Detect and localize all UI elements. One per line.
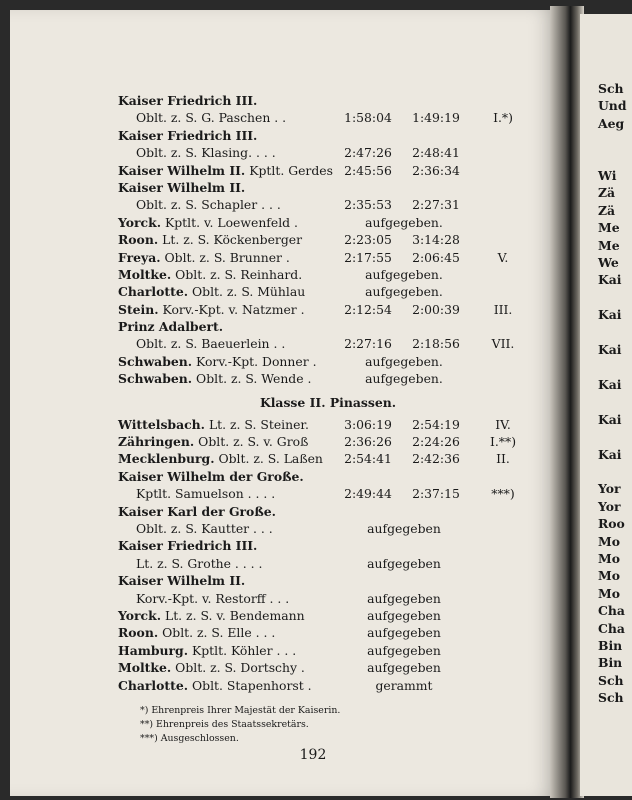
skipper-name: Korv.-Kpt. v. Restorff . . . — [136, 590, 290, 606]
entry-label — [118, 660, 305, 675]
entry-label — [118, 250, 290, 265]
right-page-line: Mo — [598, 550, 620, 566]
result-row — [118, 624, 538, 641]
entry-label — [118, 608, 305, 623]
skipper-name: Kptlt. Gerdes — [249, 162, 333, 178]
status-text: aufgegeben — [367, 520, 441, 536]
ship-name: Kaiser Wilhelm II. — [118, 573, 246, 589]
skipper-name: Oblt. z. S. v. Groß — [198, 434, 309, 450]
right-page-line: Kai — [598, 307, 622, 323]
prize-rank: V. — [497, 249, 509, 265]
result-row — [118, 127, 538, 144]
skipper-name: Oblt. z. S. Baeuerlein . . — [136, 336, 286, 352]
result-row — [118, 659, 538, 676]
right-page-line: Sch — [598, 672, 624, 688]
result-row — [118, 335, 538, 352]
entry-label — [118, 145, 276, 160]
ship-name: Kaiser Wilhelm der Große. — [118, 468, 304, 484]
ship-name: Moltke. — [118, 266, 172, 282]
left-page — [10, 10, 558, 796]
elapsed-time: 3:06:19 — [344, 416, 392, 432]
ship-name: Yorck. — [118, 607, 162, 623]
entry-label — [118, 163, 333, 178]
skipper-name: Oblt. z. S. Dortschy . — [175, 660, 305, 676]
result-row — [118, 353, 538, 370]
skipper-name: Korv.-Kpt. v. Natzmer . — [162, 301, 305, 317]
skipper-name: Oblt. z. S. G. Paschen . . — [136, 110, 287, 126]
skipper-name: Oblt. z. S. Klasing. . . . — [136, 145, 276, 161]
skipper-name: Oblt. z. S. Reinhard. — [175, 266, 303, 282]
entry-label — [118, 267, 302, 282]
right-page-line: Cha — [598, 620, 625, 636]
elapsed-time: 2:27:16 — [344, 336, 392, 352]
right-page-line: Kai — [598, 342, 622, 358]
entry-label — [118, 319, 223, 334]
right-page-line — [580, 289, 626, 306]
elapsed-time: 2:49:44 — [344, 486, 392, 502]
race-results — [118, 92, 538, 694]
skipper-name: Lt. z. S. Steiner. — [208, 416, 309, 432]
corrected-time: 2:54:19 — [412, 416, 460, 432]
entry-label — [118, 625, 275, 640]
entry-label — [118, 302, 305, 317]
entry-label — [118, 591, 289, 606]
ship-name: Roon. — [118, 625, 159, 641]
entry-label — [118, 521, 273, 536]
entry-label — [118, 504, 276, 519]
status-text: aufgegeben — [367, 660, 441, 676]
result-row — [118, 318, 538, 335]
footnote: **) Ehrenpreis des Staatssekretärs. — [140, 719, 309, 730]
result-row — [118, 572, 538, 589]
class-heading: Klasse II. Pinassen. — [259, 394, 397, 410]
result-row — [118, 433, 538, 450]
corrected-time: 2:24:26 — [412, 434, 460, 450]
ship-name: Freya. — [118, 249, 161, 265]
skipper-name: Oblt. Stapenhorst . — [192, 677, 312, 693]
result-row — [118, 144, 538, 161]
right-page-line: Me — [598, 220, 620, 236]
right-page-line: Aeg — [598, 115, 625, 131]
elapsed-time: 2:54:41 — [344, 451, 392, 467]
result-row — [118, 92, 538, 109]
corrected-time: 2:48:41 — [412, 145, 460, 161]
right-page-line: Zä — [598, 202, 616, 218]
prize-rank: VII. — [491, 336, 515, 352]
corrected-time: 2:42:36 — [412, 451, 460, 467]
right-page-line: We — [598, 255, 619, 271]
skipper-name: Kptlt. Samuelson . . . . — [136, 486, 276, 502]
result-row — [118, 266, 538, 283]
right-page-line: Me — [598, 237, 620, 253]
status-text: aufgegeben — [367, 642, 441, 658]
ship-name: Kaiser Friedrich III. — [118, 538, 258, 554]
result-row — [118, 520, 538, 537]
ship-name: Yorck. — [118, 214, 162, 230]
entry-label — [118, 469, 304, 484]
skipper-name: Oblt. z. S. Wende . — [196, 371, 312, 387]
result-row — [118, 642, 538, 659]
skipper-name: Lt. z. S. Köckenberger — [162, 232, 303, 248]
entry-label — [118, 556, 263, 571]
right-page-line — [580, 393, 626, 410]
right-page-line: Yor — [598, 481, 621, 497]
right-page-line: Zä — [598, 185, 616, 201]
result-row — [118, 370, 538, 387]
entry-label — [118, 284, 305, 299]
corrected-time: 2:06:45 — [412, 249, 460, 265]
right-page-line: Sch — [598, 81, 624, 96]
right-page-line — [580, 428, 626, 445]
right-page-line — [580, 324, 626, 341]
skipper-name: Lt. z. S. v. Bendemann — [164, 607, 305, 623]
entry-label — [118, 110, 286, 125]
elapsed-time: 2:23:05 — [344, 232, 392, 248]
right-page-line: Kai — [598, 376, 622, 392]
prize-rank: III. — [493, 301, 513, 317]
right-page-line: Wi — [598, 168, 617, 184]
elapsed-time: 2:12:54 — [344, 301, 392, 317]
status-text: aufgegeben — [367, 625, 441, 641]
entry-label — [118, 417, 309, 432]
right-page-line: Kai — [598, 411, 622, 427]
entry-label — [118, 573, 245, 588]
ship-name: Kaiser Karl der Große. — [118, 503, 276, 519]
entry-label — [118, 538, 257, 553]
ship-name: Hamburg. — [118, 642, 189, 658]
ship-name: Schwaben. — [118, 371, 193, 387]
skipper-name: Kptlt. Köhler . . . — [191, 642, 297, 658]
result-row — [118, 109, 538, 126]
entry-label — [118, 93, 257, 108]
status-text: aufgegeben — [367, 555, 441, 571]
entry-label — [118, 434, 308, 449]
status-text: aufgegeben. — [365, 353, 443, 369]
ship-name: Kaiser Friedrich III. — [118, 127, 258, 143]
status-text: aufgegeben — [367, 590, 441, 606]
ship-name: Kaiser Wilhelm II. — [118, 162, 246, 178]
result-row — [118, 231, 538, 248]
right-page — [580, 14, 632, 796]
right-page-line: Mo — [598, 533, 620, 549]
entry-label — [118, 128, 257, 143]
corrected-time: 3:14:28 — [412, 232, 460, 248]
corrected-time: 2:00:39 — [412, 301, 460, 317]
result-row — [118, 485, 538, 502]
status-text: aufgegeben. — [365, 266, 443, 282]
right-page-line: Bin — [598, 638, 623, 653]
skipper-name: Oblt. z. S. Kautter . . . — [136, 520, 273, 536]
status-text: aufgegeben. — [365, 214, 443, 230]
entry-label — [118, 486, 275, 501]
ship-name: Charlotte. — [118, 284, 189, 300]
result-row — [118, 555, 538, 572]
right-page-line: Kai — [598, 446, 622, 462]
skipper-name: Korv.-Kpt. Donner . — [196, 353, 317, 369]
entry-label — [118, 232, 302, 247]
footnote: ***) Ausgeschlossen. — [140, 733, 239, 744]
skipper-name: Oblt. z. S. Schapler . . . — [136, 197, 281, 213]
entry-label — [118, 180, 245, 195]
right-page-line — [580, 463, 626, 480]
result-row — [118, 537, 538, 554]
result-row — [118, 214, 538, 231]
skipper-name: Kptlt. v. Loewenfeld . — [164, 214, 298, 230]
ship-name: Kaiser Friedrich III. — [118, 93, 258, 108]
entry-label — [118, 451, 323, 466]
right-page-line: Cha — [598, 603, 625, 619]
footnotes — [140, 704, 520, 746]
ship-name: Schwaben. — [118, 353, 193, 369]
book-gutter — [550, 6, 584, 798]
result-row — [118, 249, 538, 266]
right-page-line: Yor — [598, 498, 621, 514]
skipper-name: Lt. z. S. Grothe . . . . — [136, 555, 263, 571]
result-row — [118, 468, 538, 485]
elapsed-time: 1:58:04 — [344, 110, 392, 126]
status-text: aufgegeben — [367, 607, 441, 623]
prize-rank: ***) — [491, 486, 515, 502]
entry-label — [118, 678, 312, 693]
result-row — [118, 416, 538, 433]
entry-label — [118, 215, 298, 230]
result-row — [118, 179, 538, 196]
skipper-name: Oblt. z. S. Elle . . . — [162, 625, 276, 641]
prize-rank: II. — [496, 451, 510, 467]
ship-name: Stein. — [118, 301, 159, 317]
result-row — [118, 283, 538, 300]
result-row — [118, 301, 538, 318]
right-page-line: Mo — [598, 568, 620, 584]
corrected-time: 2:18:56 — [412, 336, 460, 352]
elapsed-time: 2:35:53 — [344, 197, 392, 213]
result-row — [118, 162, 538, 179]
ship-name: Roon. — [118, 232, 159, 248]
ship-name: Prinz Adalbert. — [118, 319, 224, 335]
result-row — [118, 196, 538, 213]
right-page-line — [580, 359, 626, 376]
ship-name: Wittelsbach. — [118, 416, 205, 432]
entry-label — [118, 336, 285, 351]
prize-rank: IV. — [495, 416, 511, 432]
corrected-time: 1:49:19 — [412, 110, 460, 126]
skipper-name: Oblt. z. S. Laßen — [218, 451, 323, 467]
status-text: aufgegeben. — [365, 284, 443, 300]
right-page-line: Und — [598, 98, 627, 114]
corrected-time: 2:37:15 — [412, 486, 460, 502]
elapsed-time: 2:36:26 — [344, 434, 392, 450]
prize-rank: I.*) — [493, 110, 513, 126]
status-text: aufgegeben. — [365, 371, 443, 387]
footnote: *) Ehrenpreis Ihrer Majestät der Kaiserin. — [140, 705, 341, 716]
right-page-line: Kai — [598, 272, 622, 288]
entry-label — [118, 643, 296, 658]
ship-name: Moltke. — [118, 660, 172, 676]
entry-label — [118, 354, 317, 369]
right-page-line — [580, 150, 626, 167]
corrected-time: 2:36:34 — [412, 162, 460, 178]
right-page-line: Mo — [598, 585, 620, 601]
page-number: 192 — [299, 747, 327, 763]
status-text: gerammt — [375, 677, 433, 693]
result-row — [118, 590, 538, 607]
result-row — [118, 607, 538, 624]
entry-label — [118, 371, 311, 386]
ship-name: Mecklenburg. — [118, 451, 215, 467]
elapsed-time: 2:17:55 — [344, 249, 392, 265]
elapsed-time: 2:45:56 — [344, 162, 392, 178]
result-row — [118, 677, 538, 694]
skipper-name: Oblt. z. S. Brunner . — [164, 249, 290, 265]
right-page-line: Sch — [598, 690, 624, 706]
right-page-line: Roo — [598, 516, 625, 532]
right-page-line: Bin — [598, 655, 623, 671]
elapsed-time: 2:47:26 — [344, 145, 392, 161]
ship-name: Zähringen. — [118, 434, 195, 450]
ship-name: Charlotte. — [118, 677, 189, 693]
result-row — [118, 450, 538, 467]
right-page-line — [580, 132, 626, 149]
corrected-time: 2:27:31 — [412, 197, 460, 213]
right-page-fragments — [580, 80, 626, 707]
ship-name: Kaiser Wilhelm II. — [118, 179, 246, 195]
skipper-name: Oblt. z. S. Mühlau — [192, 284, 306, 300]
prize-rank: I.**) — [489, 434, 517, 450]
entry-label — [118, 197, 281, 212]
result-row — [118, 503, 538, 520]
